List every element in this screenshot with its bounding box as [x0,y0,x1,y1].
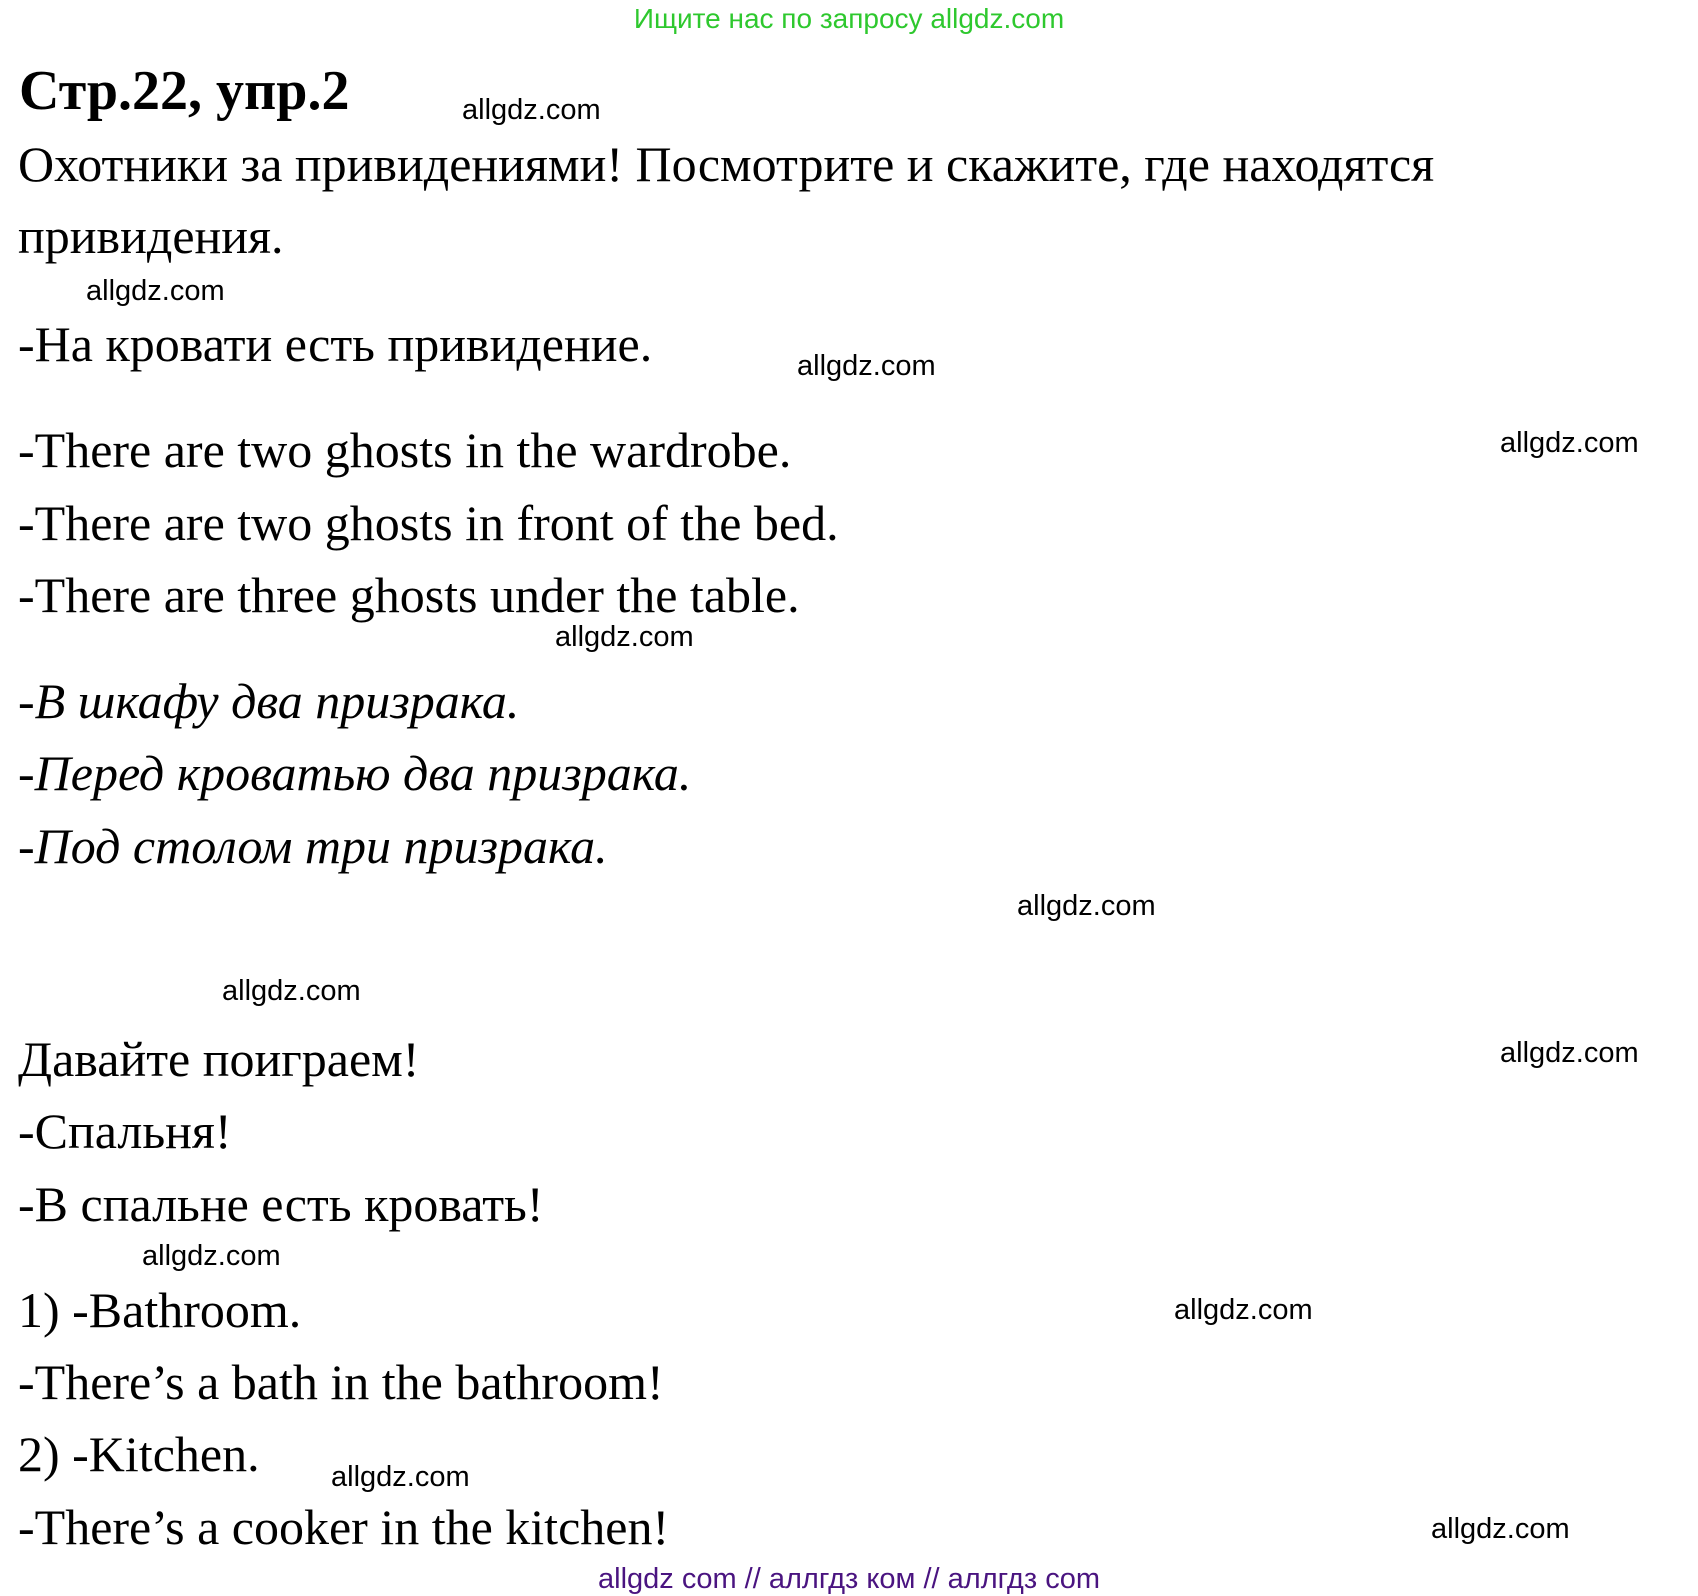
game-item-1: 1) -Bathroom. [18,1282,302,1338]
watermark: allgdz.com [462,94,601,126]
watermark: allgdz.com [142,1240,281,1272]
game-item-3: 2) -Kitchen. [18,1426,260,1482]
game-item-4: -There’s a cooker in the kitchen! [18,1499,670,1555]
watermark: allgdz.com [1174,1294,1313,1326]
answer-en-3: -There are three ghosts under the table. [18,567,800,623]
answer-en-2: -There are two ghosts in front of the bed. [18,495,839,551]
answer-ru-2: -Перед кроватью два призрака. [18,745,692,801]
watermark: allgdz.com [1500,1037,1639,1069]
watermark: allgdz.com [1500,427,1639,459]
watermark: allgdz.com [797,350,936,382]
watermark: allgdz.com [555,621,694,653]
game-example-room: -Спальня! [18,1103,232,1159]
top-banner: Ищите нас по запросу allgdz.com [633,3,1065,34]
watermark: allgdz.com [1017,890,1156,922]
example-line: -На кровати есть привидение. [18,316,653,372]
page-title: Стр.22, упр.2 [19,60,350,122]
task-text-line-1: Охотники за привидениями! Посмотрите и скажите, где находятся [18,136,1435,192]
watermark: allgdz.com [1431,1513,1570,1545]
answer-ru-3: -Под столом три призрака. [18,818,608,874]
game-example-answer: -В спальне есть кровать! [18,1176,544,1232]
answer-ru-1: -В шкафу два призрака. [18,673,520,729]
task-text-line-2: привидения. [18,208,284,264]
bottom-banner: allgdz com // аллгдз ком // аллгдз com [598,1563,1100,1595]
watermark: allgdz.com [331,1461,470,1493]
game-heading: Давайте поиграем! [18,1031,420,1087]
game-item-2: -There’s a bath in the bathroom! [18,1354,664,1410]
watermark: allgdz.com [86,275,225,307]
answer-en-1: -There are two ghosts in the wardrobe. [18,422,792,478]
watermark: allgdz.com [222,975,361,1007]
